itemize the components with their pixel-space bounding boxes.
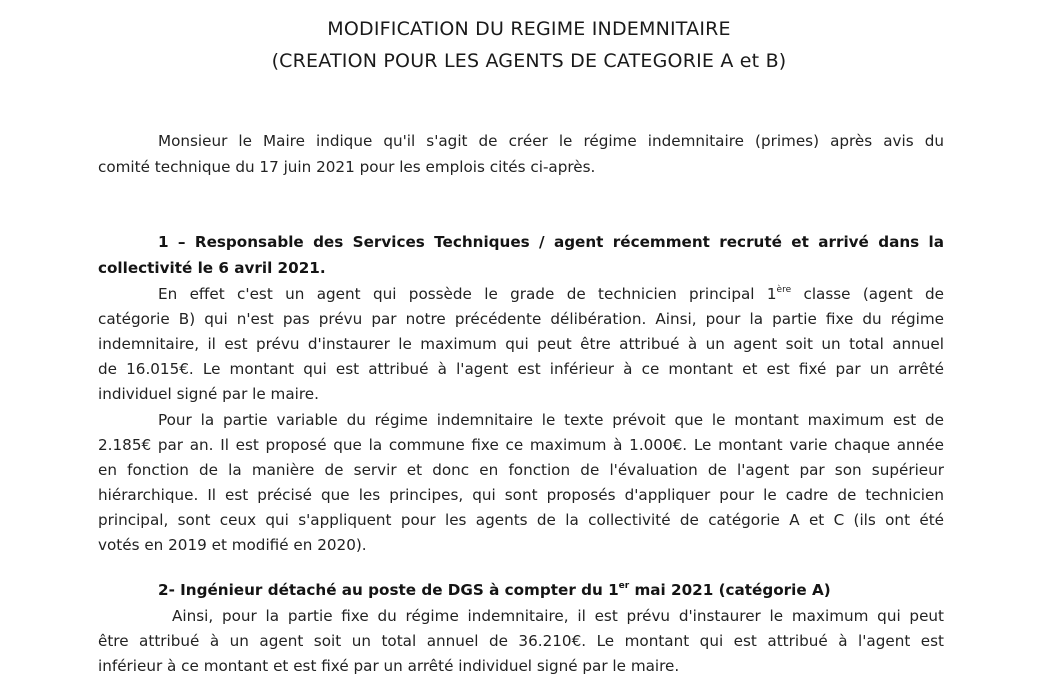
section-1-p1-line-1-a: En effet c'est un agent qui possède le grade de technicien principal 1 <box>158 285 777 303</box>
section-1-p1-line-5: individuel signé par le maire. <box>98 385 319 403</box>
section-1-p1-line-1-b: classe (agent de <box>791 285 945 303</box>
section-2-heading <box>158 580 831 600</box>
section-1-p2-line-1: Pour la partie variable du régime indemnitaire le texte prévoit que le montant maximum est de <box>158 411 944 429</box>
section-1-heading-line-2: collectivité le 6 avril 2021. <box>98 259 326 277</box>
section-1-p1-line-3: indemnitaire, il est prévu d'instaurer le maximum qui peut être attribué à un agent soit un total annuel <box>98 335 944 353</box>
section-2-p1-line-3: inférieur à ce montant et est fixé par un arrêté individuel signé par le maire. <box>98 657 680 675</box>
section-2-heading-a: 2- Ingénieur détaché au poste de DGS à compter du 1 <box>158 581 619 599</box>
section-1-heading-line-1: 1 – Responsable des Services Techniques / agent récemment recruté et arrivé dans la <box>158 233 944 251</box>
section-1-p2-line-5: principal, sont ceux qui s'appliquent pour les agents de la collectivité de catégorie A et C (ils ont été <box>98 511 944 529</box>
superscript-er: er <box>618 580 630 591</box>
section-2-p1-line-2: être attribué à un agent soit un total annuel de 36.210€. Le montant qui est attribué à l'agent est <box>98 632 944 650</box>
section-2-heading-b: mai 2021 (catégorie A) <box>629 581 831 599</box>
section-1-p1-line-2: catégorie B) qui n'est pas prévu par notre précédente délibération. Ainsi, pour la partie fixe du régime <box>98 310 944 328</box>
section-2-p1-line-1: Ainsi, pour la partie fixe du régime indemnitaire, il est prévu d'instaurer le maximum qui peut <box>172 607 944 625</box>
section-1-p1-line-4: de 16.015€. Le montant qui est attribué à l'agent est inférieur à ce montant et est fixé par un arrêté <box>98 360 944 378</box>
superscript-ere: ère <box>776 284 792 295</box>
section-1-p2-line-4: hiérarchique. Il est précisé que les principes, qui sont proposés d'appliquer pour le cadre de technicien <box>98 486 944 504</box>
section-1-p2-line-6: votés en 2019 et modifié en 2020). <box>98 536 367 554</box>
section-1-p2-line-3: en fonction de la manière de servir et donc en fonction de l'évaluation de l'agent par son supérieur <box>98 461 944 479</box>
section-1-p1-line-1 <box>158 284 944 304</box>
intro-line-1: Monsieur le Maire indique qu'il s'agit de créer le régime indemnitaire (primes) après avis du <box>158 132 944 150</box>
document-title-line-2: (CREATION POUR LES AGENTS DE CATEGORIE A et B) <box>271 50 787 72</box>
section-1-p2-line-2: 2.185€ par an. Il est proposé que la commune fixe ce maximum à 1.000€. Le montant varie chaque année <box>98 436 944 454</box>
document-title-line-1: MODIFICATION DU REGIME INDEMNITAIRE <box>327 18 731 40</box>
intro-line-2: comité technique du 17 juin 2021 pour les emplois cités ci-après. <box>98 158 596 176</box>
